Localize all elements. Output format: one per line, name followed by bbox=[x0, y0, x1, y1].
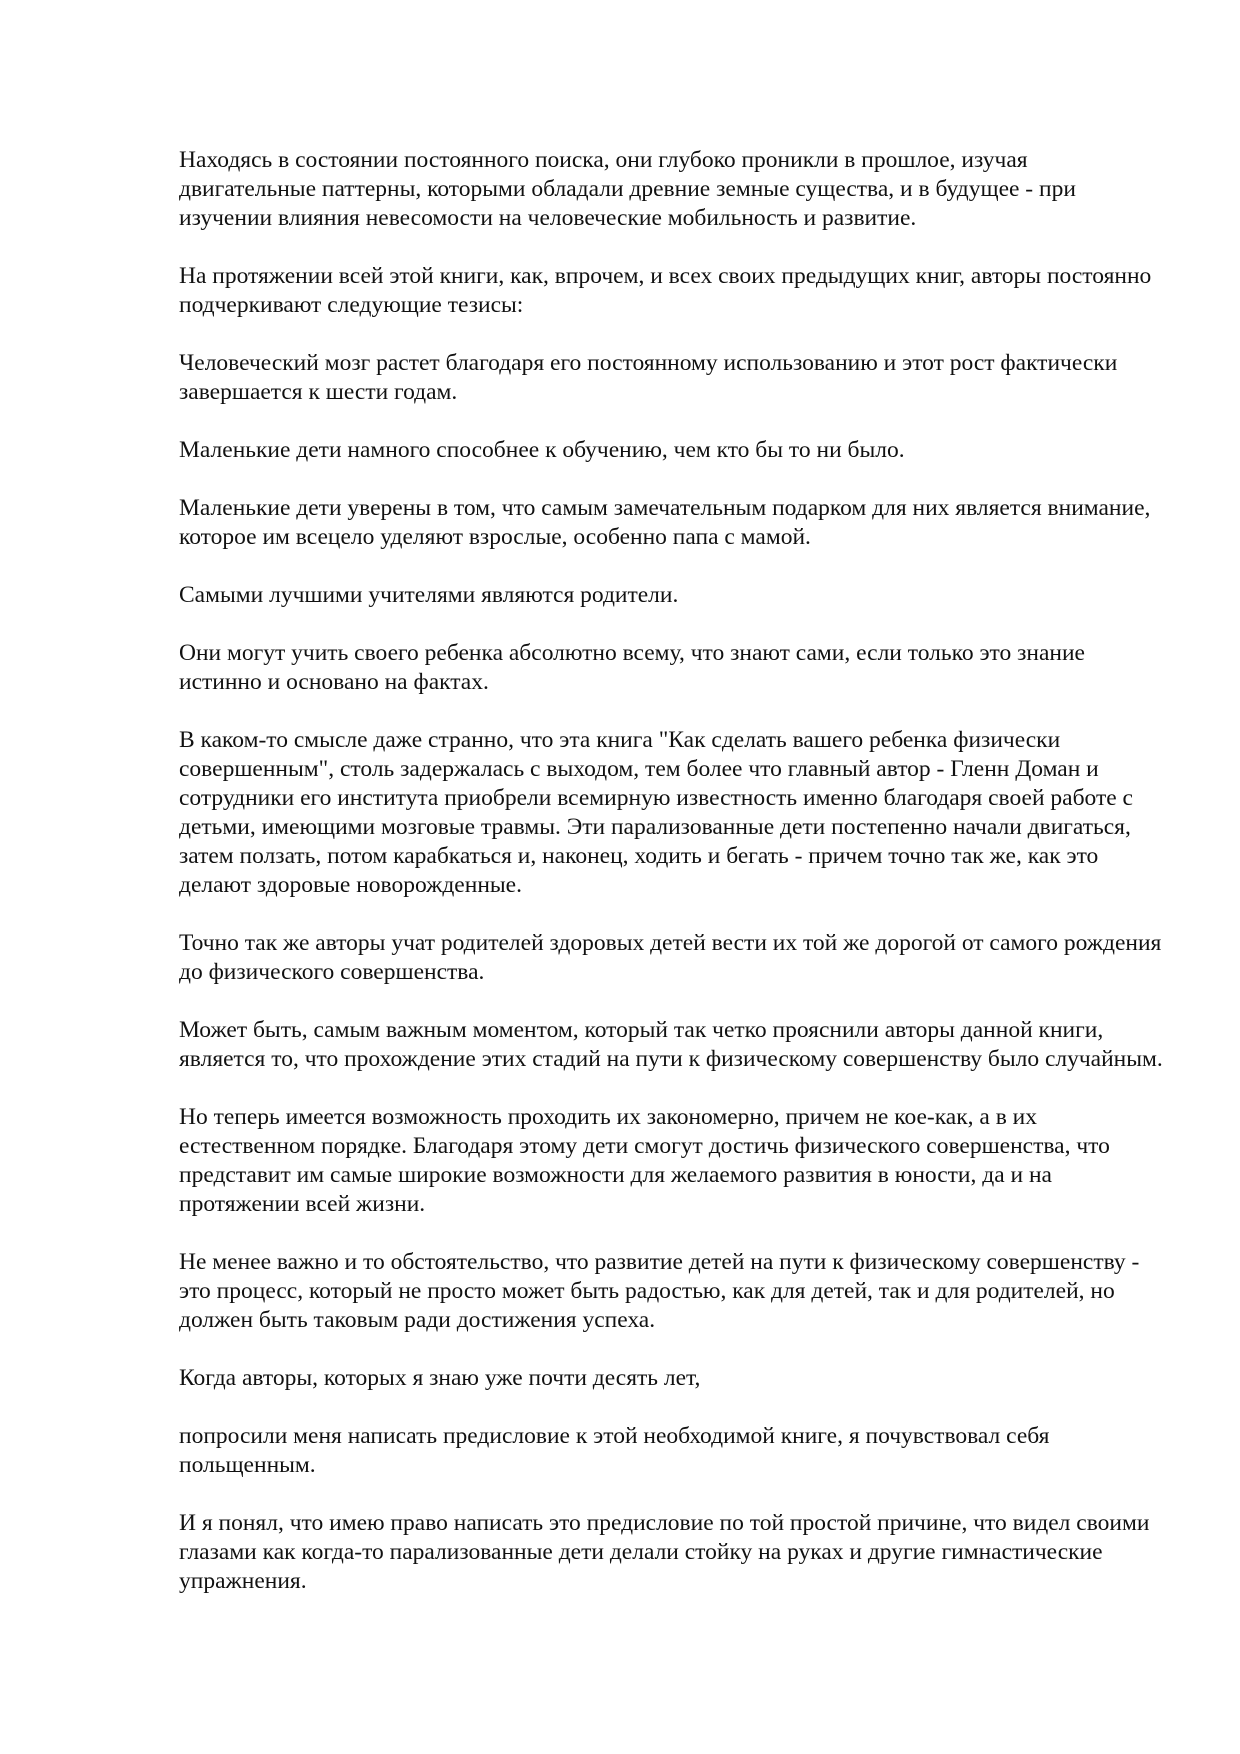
paragraph-7: Они могут учить своего ребенка абсолютно всему, что знают сами, если только это знание истинно и основано на фактах. bbox=[179, 640, 1085, 695]
paragraph-12: Не менее важно и то обстоятельство, что развитие детей на пути к физическому совершенству - это процесс, который не просто может быть радостью, как для детей, так и для родителей, но должен быть таковым ради достижения успеха. bbox=[179, 1249, 1140, 1333]
paragraph-15: И я понял, что имею право написать это предисловие по той простой причине, что видел своими глазами как когда-то парализованные дети делали стойку на руках и другие гимнастические упражнения. bbox=[179, 1510, 1150, 1594]
paragraph-10: Может быть, самым важным моментом, который так четко прояснили авторы данной книги, является то, что прохождение этих стадий на пути к физическому совершенству было случайным. bbox=[179, 1017, 1163, 1072]
paragraph-2: На протяжении всей этой книги, как, впрочем, и всех своих предыдущих книг, авторы постоянно подчеркивают следующие тезисы: bbox=[179, 263, 1152, 318]
paragraph-3: Человеческий мозг растет благодаря его постоянному использованию и этот рост фактически завершается к шести годам. bbox=[179, 350, 1118, 405]
paragraph-1: Находясь в состоянии постоянного поиска, они глубоко проникли в прошлое, изучая двигательные паттерны, которыми обладали древние земные существа, и в будущее - при изучении влияния невесомости на человеческие мобильность и развитие. bbox=[179, 147, 1076, 231]
document-body bbox=[179, 146, 1169, 1625]
paragraph-8: В каком-то смысле даже странно, что эта книга "Как сделать вашего ребенка физически совершенным", столь задержалась с выходом, тем более что главный автор - Гленн Доман и сотрудники его института приобрели всемирную известность именно благодаря своей работе с детьми, имеющими мозговые травмы. Эти парализованные дети постепенно начали двигаться, затем ползать, потом карабкаться и, наконец, ходить и бегать - причем точно так же, как это делают здоровые новорожденные. bbox=[179, 727, 1133, 898]
paragraph-4: Маленькие дети намного способнее к обучению, чем кто бы то ни было. bbox=[179, 437, 905, 463]
paragraph-5: Маленькие дети уверены в том, что самым замечательным подарком для них является внимание, которое им всецело уделяют взрослые, особенно папа с мамой. bbox=[179, 495, 1151, 550]
paragraph-9: Точно так же авторы учат родителей здоровых детей вести их той же дорогой от самого рождения до физического совершенства. bbox=[179, 930, 1162, 985]
paragraph-6: Самыми лучшими учителями являются родители. bbox=[179, 582, 679, 608]
paragraph-11: Но теперь имеется возможность проходить их закономерно, причем не кое-как, а в их естественном порядке. Благодаря этому дети смогут достичь физического совершенства, что представит им самые широкие возможности для желаемого развития в юности, да и на протяжении всей жизни. bbox=[179, 1104, 1110, 1217]
paragraph-13: Когда авторы, которых я знаю уже почти десять лет, bbox=[179, 1365, 701, 1391]
paragraph-14: попросили меня написать предисловие к этой необходимой книге, я почувствовал себя польщенным. bbox=[179, 1423, 1050, 1478]
